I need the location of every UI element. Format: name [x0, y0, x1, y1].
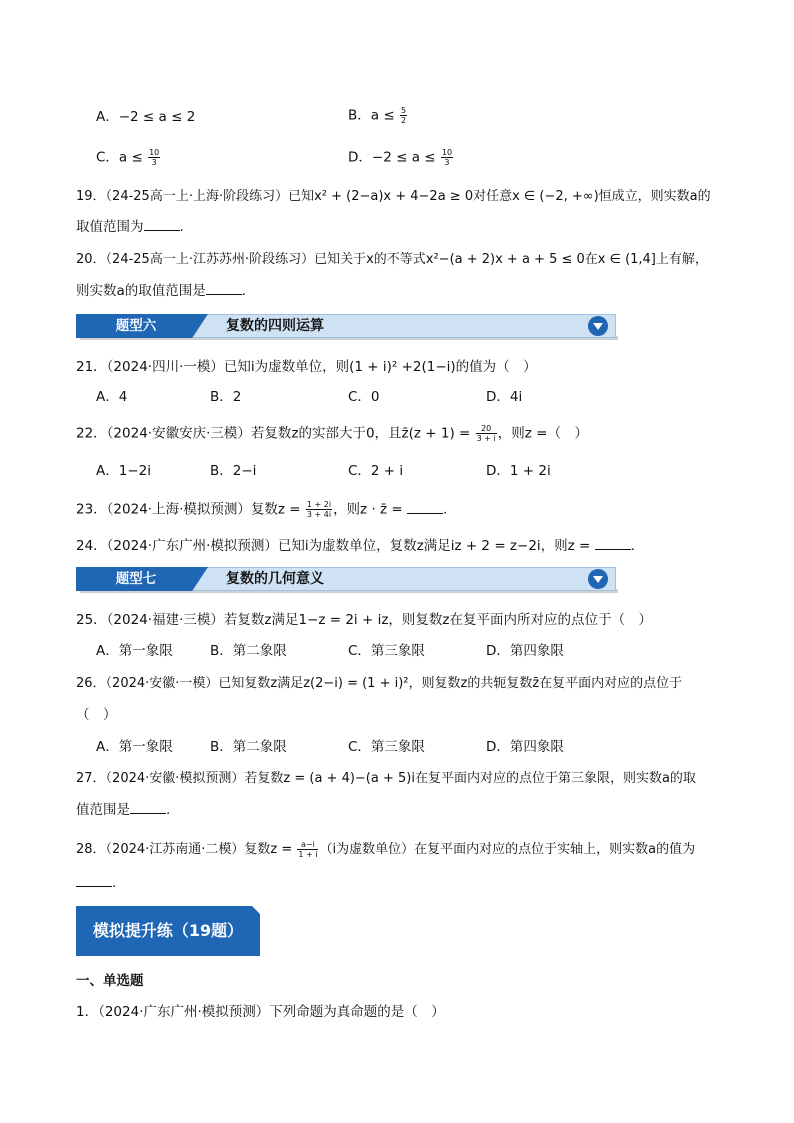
q25-stem: 25．（2024·福建·三模）若复数z满足1−z = 2i + iz，则复数z在复平面内所对应的点位于（ ）	[76, 612, 652, 628]
chevron-down-icon	[588, 569, 608, 589]
q20-line2: 则实数a的取值范围是 .	[76, 283, 247, 299]
q27-line2: 值范围是 .	[76, 802, 171, 818]
q28-stem: 28．（2024·江苏南通·二模）复数z = $\frac{a-i}{1 + i}$ （i为虚数单位）在复平面内对应的点位于实轴上，则实数a的值为	[76, 840, 696, 859]
simulation-practice-banner	[76, 906, 260, 956]
q22-option-c: C．2 + i	[348, 463, 404, 479]
chevron-down-icon	[588, 316, 608, 336]
q26-option-a: A．第一象限	[96, 739, 173, 755]
q25-option-a: A．第一象限	[96, 643, 173, 659]
q21-option-c: C．0	[348, 389, 380, 405]
q26-line1: 26．（2024·安徽·一模）已知复数z满足z(2−i) = (1 + i)²，则复数z的共轭复数z̄在复平面内对应的点位于	[76, 676, 683, 691]
section-six-header	[76, 314, 616, 338]
q21-option-b: B．2	[210, 389, 242, 405]
q21-option-d: D．4i	[486, 389, 523, 405]
q19-line1: 19．（24-25高一上·上海·阶段练习）已知x² + (2−a)x + 4−2a ≥ 0对任意x ∈ (−2, +∞)恒成立，则实数a的	[76, 189, 711, 204]
q26-option-c: C．第三象限	[348, 739, 425, 755]
q18-option-c: C．a ≤ $\frac{10}{3}$	[96, 148, 160, 167]
section-title: 复数的四则运算	[226, 318, 324, 334]
section-tag-label: 题型七	[115, 571, 157, 587]
q18-option-a: A．−2 ≤ a ≤ 2	[96, 109, 196, 125]
single-choice-heading: 一、单选题	[76, 973, 144, 989]
q25-option-c: C．第三象限	[348, 643, 425, 659]
banner-label: 模拟提升练（19题）	[92, 921, 244, 940]
q24-stem: 24．（2024·广东广州·模拟预测）已知i为虚数单位，复数z满足iz + 2 = z−2i，则z = .	[76, 538, 635, 554]
q26-option-b: B．第二象限	[210, 739, 287, 755]
q18-option-b: B．a ≤ $\frac{5}{2}$	[348, 106, 407, 125]
q22-stem: 22．（2024·安徽安庆·三模）若复数z的实部大于0，且z̄(z + 1) = $\frac{20}{3 + i}$ ，则z =（ ）	[76, 424, 588, 443]
q22-option-b: B．2−i	[210, 463, 257, 479]
q19-line2: 取值范围为 .	[76, 219, 184, 235]
section-tag-label: 题型六	[115, 318, 157, 334]
q25-option-b: B．第二象限	[210, 643, 287, 659]
sim-q1-stem: 1．（2024·广东广州·模拟预测）下列命题为真命题的是（ ）	[76, 1004, 445, 1020]
q21-stem: 21．（2024·四川·一模）已知i为虚数单位，则(1 + i)² +2(1−i)的值为（ ）	[76, 359, 537, 375]
q20-line1: 20．（24-25高一上·江苏苏州·阶段练习）已知关于x的不等式x²−(a + 2)x + a + 5 ≤ 0在x ∈ (1,4]上有解，	[76, 252, 708, 267]
q27-line1: 27．（2024·安徽·模拟预测）若复数z = (a + 4)−(a + 5)i在复平面内对应的点位于第三象限，则实数a的取	[76, 771, 696, 786]
q25-option-d: D．第四象限	[486, 643, 564, 659]
section-seven-header	[76, 567, 616, 591]
banner-corner	[252, 906, 260, 914]
q22-option-a: A．1−2i	[96, 463, 151, 479]
q18-option-d: D．−2 ≤ a ≤ $\frac{10}{3}$	[348, 148, 453, 167]
q22-option-d: D．1 + 2i	[486, 463, 551, 479]
q21-option-a: A．4	[96, 389, 128, 405]
q26-line2: （ ）	[76, 707, 117, 723]
q26-option-d: D．第四象限	[486, 739, 564, 755]
section-title: 复数的几何意义	[226, 571, 324, 587]
q28-answer-blank: .	[76, 874, 116, 892]
q23-stem: 23．（2024·上海·模拟预测）复数z = $\frac{1 + 2i}{3 + 4i}$ ，则z · z̄ = .	[76, 500, 448, 519]
